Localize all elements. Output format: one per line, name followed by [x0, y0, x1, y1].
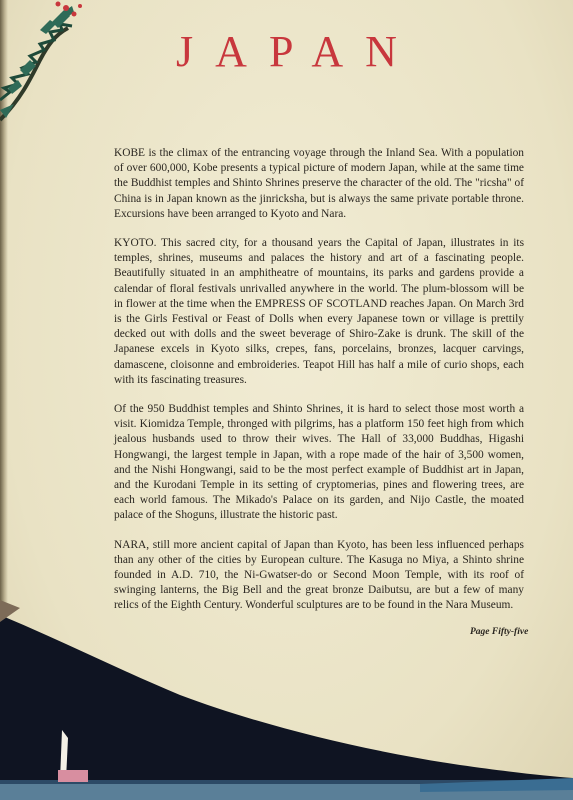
paragraph-nara: NARA, still more ancient capital of Japan than Kyoto, has been less influenced perhaps than any other of the cities by European culture. The Kasuga no Miya, a Shinto shrine founded in A.D. 710, the Ni-Gwatser-do or Second Moon Temple, with its roof of swinging lanterns, the Big Bell and the great bronze Daibutsu, are but a few of many relics of the Eighth Century. Wonderful sculptures are to be found in the Nara Museum.	[114, 538, 524, 612]
page-title: JAPAN	[176, 27, 419, 76]
article-body	[114, 146, 524, 628]
paragraph-temples: Of the 950 Buddhist temples and Shinto Shrines, it is hard to select those most worth a visit. Kiomidza Temple, thronged with pilgrims, has a platform 150 feet high from which jealous husbands used to throw their wives. The Hall of 33,000 Buddhas, Higashi Hongwangi, the largest temple in Japan, with a rope made of the hair of 3,500 women, and the Nishi Hongwangi, said to be the most perfect example of Buddhist art in Japan, and the Kurodani Temple in its setting of cryptomerias, pines and flowering trees, are each world famous. The Mikado's Palace on its garden, and Nijo Castle, the moated palace of the Shoguns, illustrate the historic past.	[114, 403, 524, 522]
paragraph-kobe: KOBE is the climax of the entrancing voyage through the Inland Sea. With a population of over 600,000, Kobe presents a typical picture of modern Japan, while at the same time the Buddhist temples and Shinto Shrines preserve the character of the old. The "ricsha" of China is in Japan known as the jinricksha, but is always the same private portable throne. Excursions have been arranged to Kyoto and Nara.	[114, 147, 524, 220]
paragraph-kyoto: KYOTO. This sacred city, for a thousand years the Capital of Japan, illustrates in its temples, shrines, museums and palaces the history and art of a fascinating people. Beautifully situated in an amphitheatre of mountains, its parks and gardens provide a calendar of floral festivals unrivalled anywhere in the world. The plum-blossom will be in flower at the time when the EMPRESS OF SCOTLAND reaches Japan. On March 3rd is the Girls Festival or Feast of Dolls when every Japanese town or village is prettily decked out with dolls and the sweet beverage of Shiro-Zake is drunk. The skill of the Japanese excels in Kyoto silks, crepes, fans, porcelains, bronzes, lacquer carvings, damascene, cloisonne and embroideries. Teapot Hill has half a mile of curio shops, each with its fascinating treasures.	[114, 237, 524, 386]
mountain-landscape-illustration	[0, 600, 573, 800]
page-number: Page Fifty-five	[470, 627, 529, 637]
